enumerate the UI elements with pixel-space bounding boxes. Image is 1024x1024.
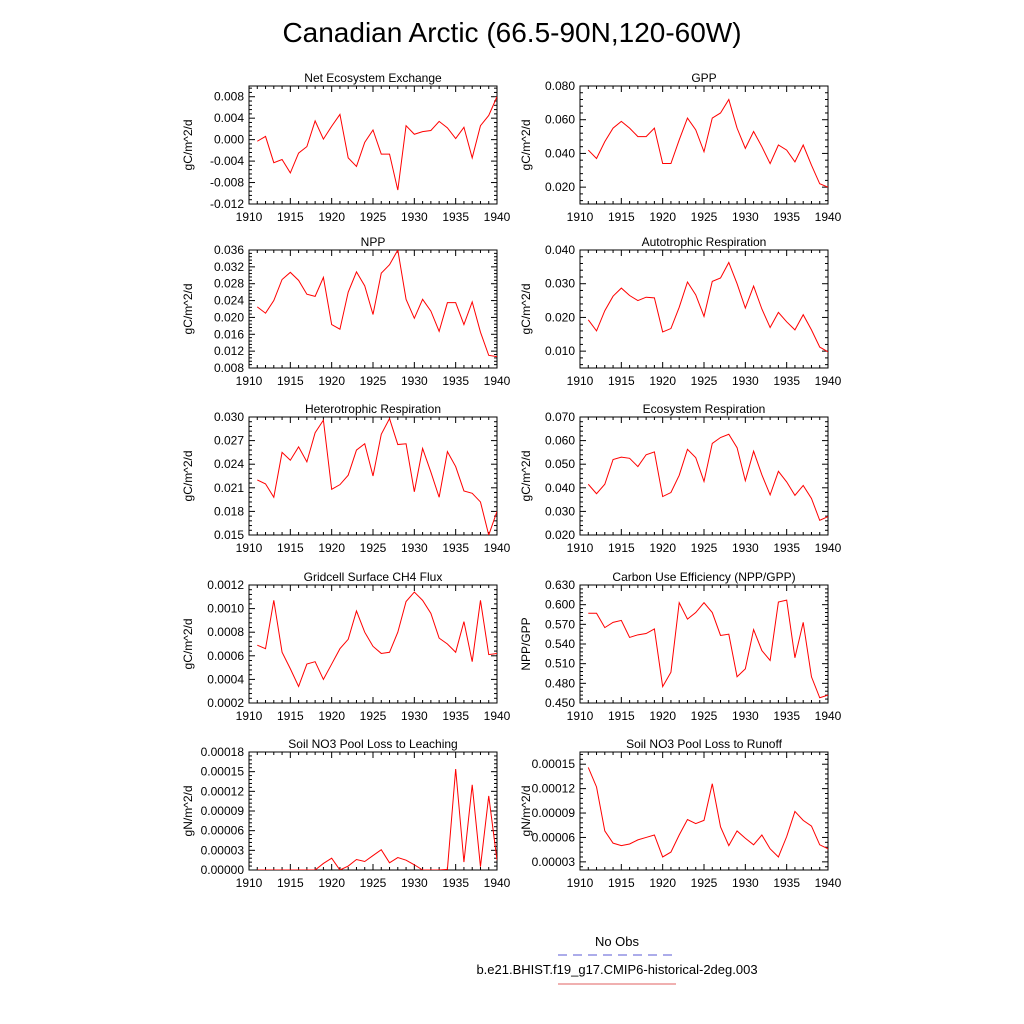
x-tick-label: 1915	[276, 210, 304, 224]
x-tick-label: 1925	[359, 709, 387, 723]
y-tick-label: 0.00015	[200, 764, 244, 779]
y-tick-label: 0.00006	[531, 830, 575, 845]
x-tick-label: 1920	[318, 541, 346, 555]
plot-frame	[249, 86, 497, 204]
x-tick-label: 1925	[690, 210, 718, 224]
y-tick-label: 0.00000	[200, 863, 244, 877]
panel-title: Soil NO3 Pool Loss to Runoff	[626, 737, 782, 751]
y-tick-label: 0.540	[544, 637, 575, 651]
x-tick-label: 1915	[607, 210, 635, 224]
x-tick-label: 1920	[649, 709, 677, 723]
x-tick-label: 1920	[318, 374, 346, 388]
y-tick-label: 0.015	[213, 528, 244, 542]
x-tick-label: 1940	[483, 210, 511, 224]
x-tick-label: 1930	[400, 709, 428, 723]
x-tick-label: 1915	[607, 541, 635, 555]
chart-heterotrophic-respiration	[181, 402, 511, 555]
y-tick-label: 0.021	[213, 480, 244, 495]
panel-title: Gridcell Surface CH4 Flux	[303, 570, 443, 584]
y-tick-label: 0.630	[544, 578, 575, 592]
y-axis-label: gN/m^2/d	[519, 785, 533, 837]
y-tick-label: 0.600	[544, 597, 575, 612]
legend-label-no-obs: No Obs	[594, 934, 640, 949]
series-line	[588, 99, 828, 187]
plot-frame	[580, 250, 828, 368]
series-line	[257, 769, 497, 870]
y-axis-label: gC/m^2/d	[519, 450, 533, 502]
chart-autotrophic-respiration	[519, 235, 842, 388]
series-line	[588, 767, 828, 857]
panel-title: Carbon Use Efficiency (NPP/GPP)	[612, 570, 796, 584]
x-tick-label: 1935	[773, 709, 801, 723]
series-line	[257, 592, 497, 686]
y-tick-label: 0.020	[213, 310, 244, 325]
chart-panels	[181, 71, 842, 890]
y-tick-label: 0.060	[544, 433, 575, 448]
plot-frame	[249, 250, 497, 368]
x-tick-label: 1910	[566, 876, 594, 890]
panel-title: Autotrophic Respiration	[641, 235, 767, 249]
y-tick-label: 0.0006	[207, 648, 244, 663]
y-tick-label: 0.040	[544, 243, 575, 257]
y-tick-label: 0.450	[544, 696, 575, 710]
x-tick-label: 1935	[773, 210, 801, 224]
x-tick-label: 1935	[442, 374, 470, 388]
y-tick-label: 0.030	[544, 504, 575, 519]
y-tick-label: 0.000	[213, 132, 244, 147]
x-tick-label: 1925	[690, 541, 718, 555]
y-tick-label: 0.510	[544, 656, 575, 671]
x-tick-label: 1935	[442, 876, 470, 890]
x-tick-label: 1940	[814, 374, 842, 388]
x-tick-label: 1910	[566, 709, 594, 723]
x-tick-label: 1935	[773, 541, 801, 555]
y-tick-label: 0.00003	[200, 843, 244, 858]
y-axis-label: NPP/GPP	[519, 617, 533, 671]
y-tick-label: 0.0012	[207, 578, 244, 592]
y-tick-label: 0.010	[544, 344, 575, 359]
x-tick-label: 1930	[731, 541, 759, 555]
panel-title: GPP	[691, 71, 717, 85]
y-axis-label: gC/m^2/d	[181, 283, 195, 335]
x-tick-label: 1940	[814, 541, 842, 555]
x-tick-label: 1925	[359, 374, 387, 388]
y-tick-label: 0.050	[544, 457, 575, 472]
panel-title: Heterotrophic Respiration	[304, 402, 442, 416]
x-tick-label: 1920	[318, 709, 346, 723]
y-tick-label: 0.00015	[531, 757, 575, 772]
y-tick-label: -0.008	[209, 175, 244, 190]
y-tick-label: 0.008	[213, 89, 244, 104]
y-tick-label: 0.036	[213, 243, 244, 257]
x-tick-label: 1920	[649, 541, 677, 555]
panel-title: Ecosystem Respiration	[642, 402, 766, 416]
y-tick-label: 0.570	[544, 617, 575, 632]
y-axis-label: gN/m^2/d	[181, 785, 195, 837]
x-tick-label: 1915	[607, 876, 635, 890]
y-tick-label: 0.00009	[200, 804, 244, 818]
x-tick-label: 1915	[607, 374, 635, 388]
y-axis-label: gC/m^2/d	[519, 283, 533, 335]
x-tick-label: 1930	[731, 709, 759, 723]
plot-frame	[580, 752, 828, 870]
x-tick-label: 1910	[235, 541, 263, 555]
x-tick-label: 1910	[235, 210, 263, 224]
x-tick-label: 1925	[690, 374, 718, 388]
x-tick-label: 1935	[442, 541, 470, 555]
y-tick-label: 0.018	[213, 504, 244, 519]
x-tick-label: 1920	[649, 374, 677, 388]
legend-label-model-run: b.e21.BHIST.f19_g17.CMIP6-historical-2deg.003	[476, 962, 758, 977]
y-tick-label: 0.0008	[207, 625, 244, 640]
plot-frame	[580, 86, 828, 204]
x-tick-label: 1930	[731, 876, 759, 890]
chart-carbon-use-efficiency-npp-gpp	[519, 570, 842, 723]
y-tick-label: 0.060	[544, 112, 575, 127]
x-tick-label: 1920	[318, 876, 346, 890]
x-tick-label: 1915	[276, 709, 304, 723]
y-tick-label: 0.024	[213, 293, 244, 308]
y-tick-label: 0.00003	[531, 854, 575, 869]
chart-gpp	[519, 71, 842, 224]
y-tick-label: 0.070	[544, 410, 575, 424]
y-axis-label: gC/m^2/d	[181, 450, 195, 502]
x-tick-label: 1940	[483, 876, 511, 890]
x-tick-label: 1925	[359, 541, 387, 555]
x-tick-label: 1915	[276, 876, 304, 890]
x-tick-label: 1925	[690, 709, 718, 723]
x-tick-label: 1925	[359, 876, 387, 890]
x-tick-label: 1940	[483, 374, 511, 388]
panel-title: NPP	[360, 235, 386, 249]
y-tick-label: 0.020	[544, 310, 575, 325]
y-tick-label: 0.030	[213, 410, 244, 424]
y-tick-label: 0.008	[213, 361, 244, 375]
y-tick-label: 0.020	[544, 528, 575, 542]
y-tick-label: 0.028	[213, 276, 244, 291]
y-tick-label: 0.040	[544, 146, 575, 161]
x-tick-label: 1910	[566, 541, 594, 555]
y-tick-label: 0.016	[213, 327, 244, 342]
y-tick-label: 0.020	[544, 180, 575, 195]
y-axis-label: gC/m^2/d	[519, 119, 533, 171]
y-tick-label: 0.480	[544, 676, 575, 691]
x-tick-label: 1915	[607, 709, 635, 723]
y-tick-label: 0.0002	[207, 696, 244, 710]
x-tick-label: 1940	[814, 210, 842, 224]
panel-title: Net Ecosystem Exchange	[304, 71, 442, 85]
x-tick-label: 1930	[731, 374, 759, 388]
y-tick-label: 0.00012	[200, 784, 244, 799]
y-tick-label: 0.00009	[531, 806, 575, 821]
series-line	[588, 434, 828, 520]
plot-frame	[580, 417, 828, 535]
chart-gridcell-surface-ch4-flux	[181, 570, 511, 723]
y-tick-label: 0.00018	[200, 745, 244, 759]
x-tick-label: 1935	[442, 210, 470, 224]
x-tick-label: 1930	[400, 541, 428, 555]
plot-frame	[249, 585, 497, 703]
series-line	[257, 250, 497, 357]
x-tick-label: 1910	[566, 210, 594, 224]
x-tick-label: 1935	[773, 374, 801, 388]
y-tick-label: 0.032	[213, 259, 244, 274]
panel-title: Soil NO3 Pool Loss to Leaching	[288, 737, 458, 751]
y-tick-label: -0.012	[209, 197, 244, 211]
y-tick-label: 0.0004	[207, 672, 244, 687]
y-tick-label: 0.00012	[531, 781, 575, 796]
x-tick-label: 1930	[731, 210, 759, 224]
x-tick-label: 1940	[483, 709, 511, 723]
x-tick-label: 1920	[318, 210, 346, 224]
series-line	[257, 97, 497, 190]
series-line	[257, 419, 497, 535]
x-tick-label: 1920	[649, 210, 677, 224]
chart-ecosystem-respiration	[519, 402, 842, 555]
x-tick-label: 1930	[400, 210, 428, 224]
x-tick-label: 1910	[566, 374, 594, 388]
x-tick-label: 1920	[649, 876, 677, 890]
y-axis-label: gC/m^2/d	[181, 618, 195, 670]
y-tick-label: 0.080	[544, 79, 575, 93]
x-tick-label: 1910	[235, 709, 263, 723]
y-tick-label: -0.004	[209, 154, 244, 169]
y-tick-label: 0.012	[213, 344, 244, 359]
y-tick-label: 0.030	[544, 276, 575, 291]
y-tick-label: 0.00006	[200, 823, 244, 838]
y-tick-label: 0.024	[213, 457, 244, 472]
series-line	[588, 262, 828, 351]
y-tick-label: 0.040	[544, 480, 575, 495]
y-tick-label: 0.004	[213, 111, 244, 126]
chart-soil-no3-pool-loss-to-runoff	[519, 737, 842, 890]
x-tick-label: 1925	[359, 210, 387, 224]
x-tick-label: 1930	[400, 374, 428, 388]
x-tick-label: 1910	[235, 876, 263, 890]
y-tick-label: 0.0010	[207, 601, 244, 616]
x-tick-label: 1940	[814, 709, 842, 723]
x-tick-label: 1940	[814, 876, 842, 890]
x-tick-label: 1930	[400, 876, 428, 890]
chart-npp	[181, 235, 511, 388]
chart-soil-no3-pool-loss-to-leaching	[181, 737, 511, 890]
x-tick-label: 1910	[235, 374, 263, 388]
x-tick-label: 1915	[276, 374, 304, 388]
legend	[476, 934, 757, 984]
x-tick-label: 1915	[276, 541, 304, 555]
x-tick-label: 1940	[483, 541, 511, 555]
chart-net-ecosystem-exchange	[181, 71, 511, 224]
x-tick-label: 1935	[773, 876, 801, 890]
figure-title: Canadian Arctic (66.5-90N,120-60W)	[282, 17, 742, 48]
x-tick-label: 1935	[442, 709, 470, 723]
y-axis-label: gC/m^2/d	[181, 119, 195, 171]
series-line	[588, 600, 828, 698]
x-tick-label: 1925	[690, 876, 718, 890]
y-tick-label: 0.027	[213, 433, 244, 448]
